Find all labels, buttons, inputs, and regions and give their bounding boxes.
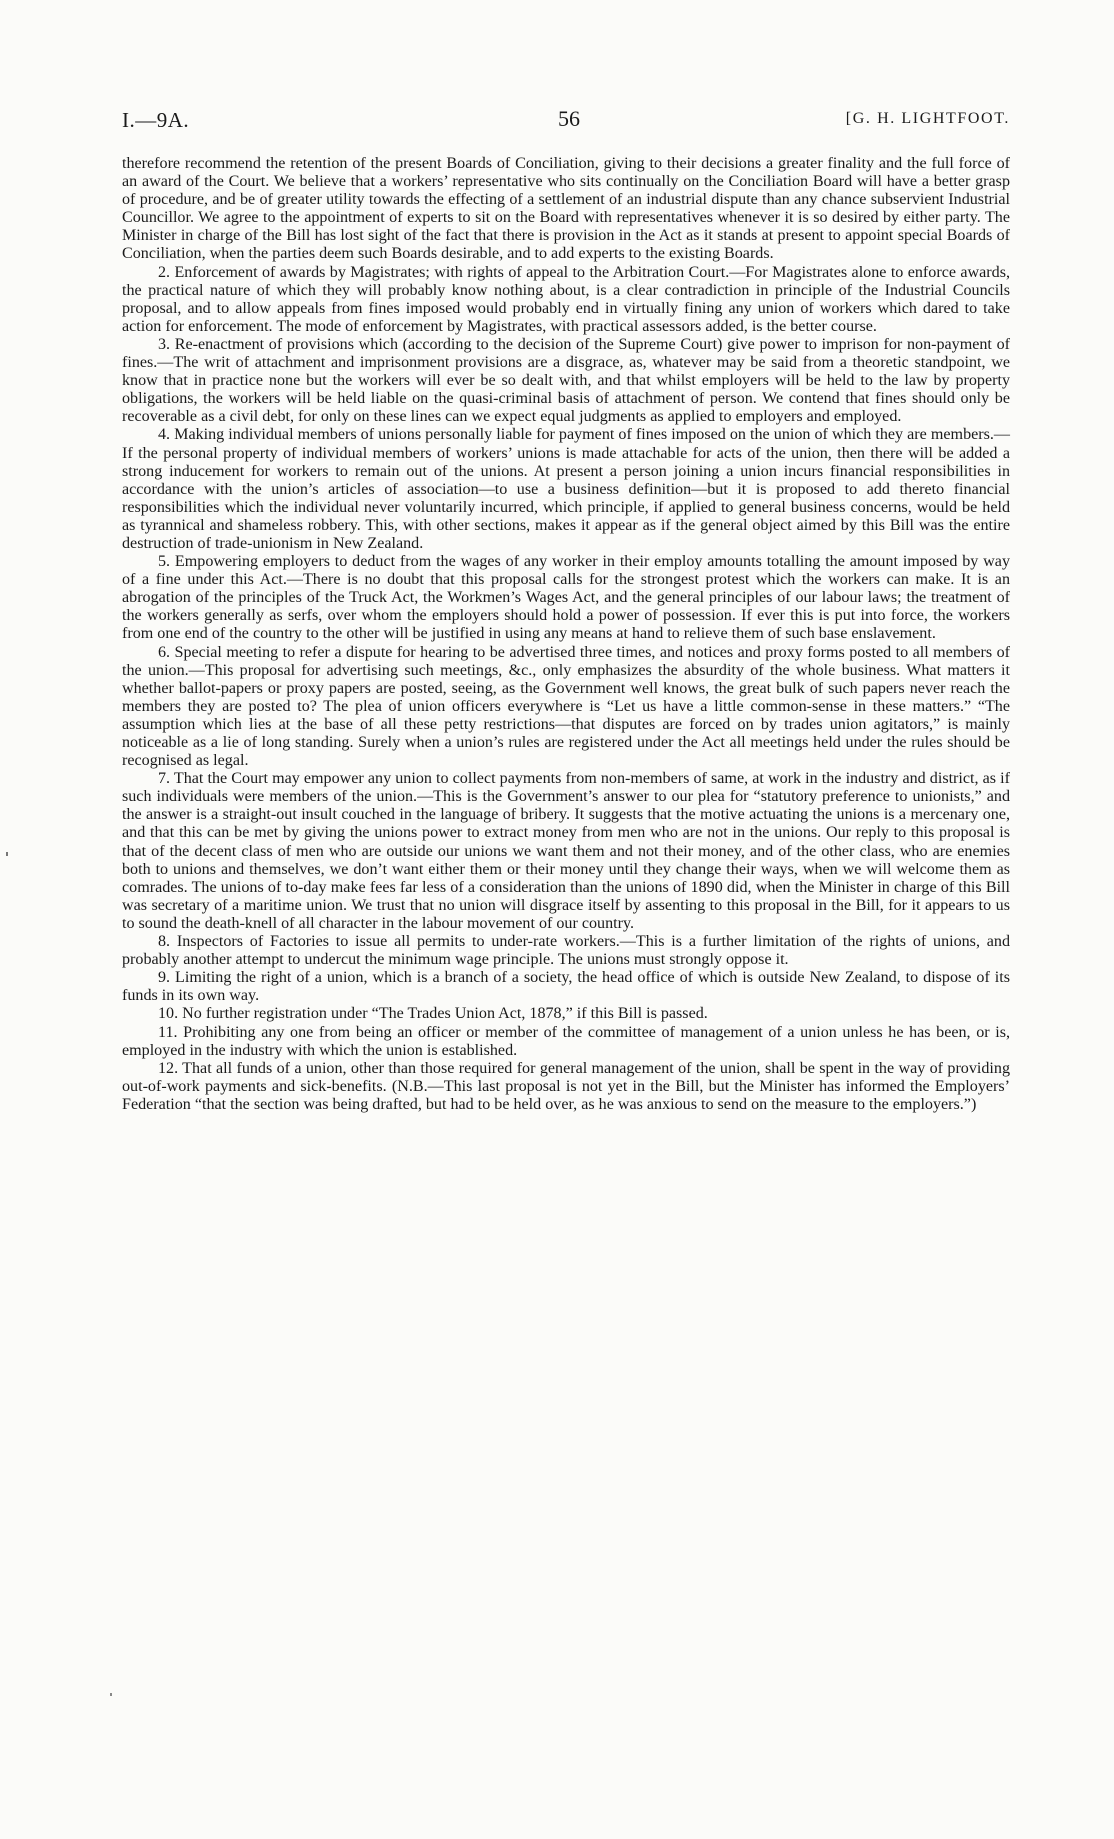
margin-speck — [110, 1693, 112, 1696]
paragraph-item-10: 10. No further registration under “The Trades Union Act, 1878,” if this Bill is passed. — [158, 1005, 708, 1023]
page-header — [122, 108, 1010, 132]
paper-reference: I.—9A. — [122, 108, 190, 132]
paragraph-item-2: 2. Enforcement of awards by Magistrates; with rights of appeal to the Arbitration Court.—For Magistrates alone to enforce awards, the practical nature of which they will probably know nothing about, is a clear contradiction in principle of the Industrial Councils proposal, and to allow appeals from fines imposed would probably end in virtually fining any union of workers which dared to take action for enforcement. The mode of enforcement by Magistrates, with practical assessors added, is the better course. — [122, 263, 1010, 335]
paragraph-item-3: 3. Re-enactment of provisions which (according to the decision of the Supreme Court) give power to imprison for non-payment of fines.—The writ of attachment and imprisonment provisions are a disgrace, as, whatever may be said from a theoretic standpoint, we know that in practice none but the workers will ever be so dealt with, and that whilst employers will be held to the law by property obligations, the workers will be held liable on the quasi-criminal basis of attachment of person. We contend that fines should only be recoverable as a civil debt, for only on these lines can we expect equal judgments as applied to employers and employed. — [122, 335, 1010, 426]
paragraph-item-5: 5. Empowering employers to deduct from the wages of any worker in their employ amounts totalling the amount imposed by way of a fine under this Act.—There is no doubt that this proposal calls for the strongest protest which the workers can make. It is an abrogation of the principles of the Truck Act, the Workmen’s Wages Act, and the general principles of our labour laws; the treatment of the workers generally as serfs, over whom the employers should hold a power of possession. If ever this is put into force, the workers from one end of the country to the other will be justified in using any means at hand to relieve them of such base enslavement. — [122, 553, 1010, 643]
paragraph-item-7: 7. That the Court may empower any union to collect payments from non-members of same, at work in the industry and district, as if such individuals were members of the union.—This is the Government’s answer to our plea for “statutory preference to unionists,” and the answer is a straight-out insult couched in the language of bribery. It suggests that the motive actuating the unions is a mercenary one, and that this can be met by giving the unions power to extract money from men who are not in the unions. Our reply to this proposal is that of the decent class of men who are outside our unions we want them and not their money, and of the other class, who are enemies both to unions and themselves, we don’t want either them or their money until they change their ways, when we will welcome them as comrades. The unions of to-day make fees far less of a consideration than the unions of 1890 did, when the Minister in charge of this Bill was secretary of a maritime union. We trust that no union will disgrace itself by assenting to this proposal in the Bill, for it appears to us to sound the death-knell of all character in the labour movement of our country. — [122, 770, 1010, 932]
paragraph-item-11: 11. Prohibiting any one from being an officer or member of the committee of management of a union unless he has been, or is, employed in the industry with which the union is established. — [122, 1023, 1010, 1059]
paragraph-item-4: 4. Making individual members of unions personally liable for payment of fines imposed on the union of which they are members.—If the personal property of individual members of workers’ unions is made attachable for acts of the union, then there will be added a strong inducement for workers to remain out of the unions. At present a person joining a union incurs financial responsibilities in accordance with the union’s articles of association—to use a business definition—but it is proposed to add thereto financial responsibilities which the individual never voluntarily incurred, which principle, if applied to general business concerns, would be held as tyrannical and shameless robbery. This, with other sections, makes it appear as if the general object aimed by this Bill was the entire destruction of trade-unionism in New Zealand. — [122, 426, 1010, 552]
paragraph-item-9: 9. Limiting the right of a union, which is a branch of a society, the head office of which is outside New Zealand, to dispose of its funds in its own way. — [122, 969, 1010, 1005]
paragraph-item-8: 8. Inspectors of Factories to issue all permits to under-rate workers.—This is a further limitation of the rights of unions, and probably another attempt to undercut the minimum wage principle. The unions must strongly oppose it. — [122, 933, 1010, 969]
margin-speck — [6, 852, 8, 856]
paragraph-continuation: therefore recommend the retention of the present Boards of Conciliation, giving to their decisions a greater finality and the full force of an award of the Court. We believe that a workers’ representative who sits continually on the Conciliation Board will have a better grasp of procedure, and be of greater utility towards the effecting of a settlement of an industrial dispute than any chance subservient Industrial Councillor. We agree to the appointment of experts to sit on the Board with representatives whenever it is so desired by either party. The Minister in charge of the Bill has lost sight of the fact that there is provision in the Act as it stands at present to appoint special Boards of Conciliation, when the parties deem such Boards desirable, and to add experts to the existing Boards. — [122, 155, 1010, 263]
body-text — [122, 155, 1010, 1114]
witness-name: [G. H. LIGHTFOOT. — [845, 110, 1010, 127]
paragraph-item-6: 6. Special meeting to refer a dispute for hearing to be advertised three times, and notices and proxy forms posted to all members of the union.—This proposal for advertising such meetings, &c., only emphasizes the absurdity of the whole business. What matters it whether ballot-papers or proxy papers are posted, seeing, as the Government well knows, the great bulk of such papers never reach the members they are posted to? The plea of union officers everywhere is “Let us have a little common-sense in these matters.” “The assumption which lies at the base of all these petty restrictions—that disputes are forced on by trades union agitators,” is mainly noticeable as a lie of long standing. Surely when a union’s rules are registered under the Act all meetings held under the rules should be recognised as legal. — [122, 643, 1010, 770]
paragraph-item-12: 12. That all funds of a union, other than those required for general management of the union, shall be spent in the way of providing out-of-work payments and sick-benefits. (N.B.—This last proposal is not yet in the Bill, but the Minister has informed the Employers’ Federation “that the section was being drafted, but had to be held over, as he was anxious to send on the measure to the employers.”) — [122, 1059, 1010, 1113]
page-number: 56 — [558, 106, 580, 131]
